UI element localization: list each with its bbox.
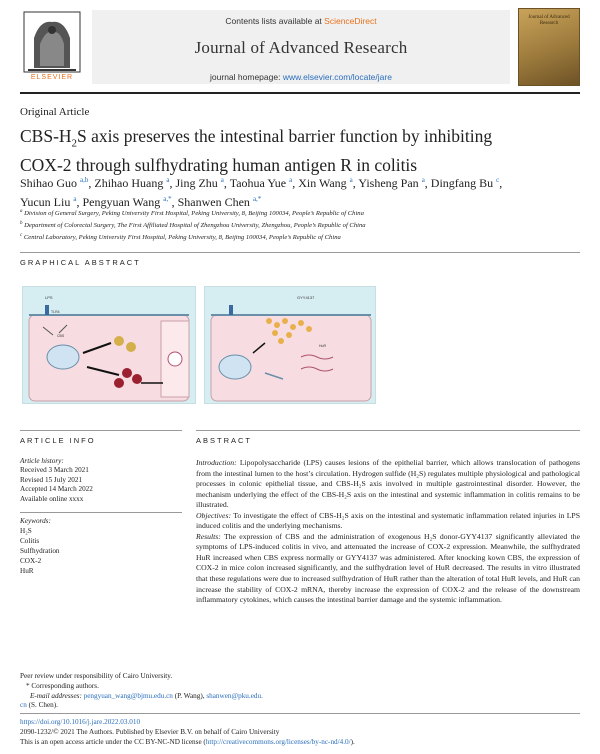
author[interactable]: Shanwen Chen $^{a,*}$ xyxy=(177,195,262,209)
email-continuation: cn (S. Chen). xyxy=(20,701,58,710)
graphical-abstract-left-figure xyxy=(23,287,197,405)
abstract-objectives: Objectives: To investigate the effect of CBS-H₂S axis on the intestinal and systematic inflammation related injuries in LPS induced colitis and the underlying mechanisms. xyxy=(196,510,580,531)
contents-prefix: Contents lists available at xyxy=(225,16,325,26)
author[interactable]: Pengyuan Wang $^{a,*}$ xyxy=(82,195,172,209)
issn-line: 2090-1232/© 2021 The Authors. Published by Elsevier B.V. on behalf of Cairo University xyxy=(20,728,280,736)
history-revised: Revised 15 July 2021 xyxy=(20,475,83,484)
article-info-rule xyxy=(20,430,182,431)
affiliation: $^c$ Central Laboratory, Peking University First Hospital, Peking University, 8, Beijing 100034, People’s Republic of China xyxy=(20,233,341,242)
affiliation: $^a$ Division of General Surgery, Peking University First Hospital, Peking University, 8, Beijing 100034, People’s Republic of China xyxy=(20,209,364,218)
article-history xyxy=(20,457,180,504)
article-info-heading: ARTICLE INFO xyxy=(20,436,96,445)
abstract-heading: ABSTRACT xyxy=(196,436,253,445)
abstract-results: Results: The expression of CBS and the administration of exogenous H₂S donor-GYY4137 significantly alleviated the symptoms of LPS-induced colitis in vivo, and attenuated the increase of COX-2 expression. Meanwhile, the sulfhydrated HuR increased when CBS express normally or GYY4137 was administered. After knocking kown CBS, the expression of COX-2 in mice colon increased significantly, and the sulfhydration level of HuR decreased. The results in vitro illustrated that these regulations were due to increased sulfhydration of HuR rather than the alteration of total HuR levels, and HuR can increase the stability of COX-2 mRNA, thereby increase the expression of COX-2 and the release of the downstream inflammatory cytokines, which causes the intestinal barrier damage and the systemic inflammation. xyxy=(196,531,580,605)
graphical-abstract-heading: GRAPHICAL ABSTRACT xyxy=(20,258,141,267)
title-part1: CBS-H xyxy=(20,126,72,146)
keywords-heading: Keywords: xyxy=(20,517,51,525)
history-received: Received 3 March 2021 xyxy=(20,466,89,475)
author[interactable]: Xin Wang $^a$ xyxy=(298,176,353,190)
author[interactable]: Shihao Guo $^{a,b}$ xyxy=(20,176,89,190)
article-title xyxy=(20,126,560,176)
footnotes xyxy=(20,672,580,711)
keyword: COX-2 xyxy=(20,557,42,565)
lps-label: LPS xyxy=(45,295,53,300)
article-type: Original Article xyxy=(20,106,90,118)
email-link[interactable]: shanwen@pku.edu. xyxy=(206,691,263,700)
abstract-rule xyxy=(196,430,580,431)
graphical-abstract-right-panel xyxy=(204,286,376,404)
author[interactable]: Jing Zhu $^a$ xyxy=(175,176,224,190)
email-link[interactable]: pengyuan_wang@bjmu.edu.cn xyxy=(83,691,173,700)
gyy-label: GYY4137 xyxy=(297,295,315,300)
cbs-label: CBS xyxy=(57,334,65,338)
title-part2: S axis preserves the intestinal barrier function by inhibiting xyxy=(77,126,493,146)
journal-banner xyxy=(92,10,510,84)
journal-title: Journal of Advanced Research xyxy=(194,38,408,57)
keyword: Colitis xyxy=(20,537,40,545)
keywords xyxy=(20,516,180,576)
footnote-rule xyxy=(20,713,580,714)
abstract-body xyxy=(196,458,580,606)
publisher-logo-text: ELSEVIER xyxy=(30,74,74,81)
journal-cover-image xyxy=(518,8,580,86)
keyword: Sulfhydration xyxy=(20,547,60,555)
hur-label: HuR xyxy=(319,344,327,348)
license-line: This is an open access article under the CC BY-NC-ND license (http://creativecommons.org/licenses/by-nc-nd/4.0/). xyxy=(20,738,355,746)
corresponding-note: * Corresponding authors. xyxy=(26,681,99,690)
author[interactable]: Zhihao Huang $^a$ xyxy=(94,176,170,190)
keyword: H₂S xyxy=(20,527,32,535)
header-rule xyxy=(20,92,580,94)
license-link[interactable]: http://creativecommons.org/licenses/by-nc-nd/4.0/ xyxy=(205,738,351,746)
graphical-abstract-rule xyxy=(20,252,580,253)
elsevier-logo xyxy=(20,8,84,86)
graphical-abstract-right-figure xyxy=(205,287,377,405)
homepage-prefix: journal homepage: xyxy=(210,72,283,82)
keyword: HuR xyxy=(20,567,34,575)
cover-title: Journal of Advanced Research xyxy=(528,15,570,26)
author[interactable]: Dingfang Bu $^c$ xyxy=(430,176,500,190)
journal-homepage xyxy=(92,72,510,82)
author[interactable]: Yucun Liu $^a$ xyxy=(20,195,77,209)
affiliation: $^b$ Department of Colorectal Surgery, The First Affiliated Hospital of Zhengzhou University, Zhengzhou, People’s Republic of China xyxy=(20,221,366,230)
history-accepted: Accepted 14 March 2022 xyxy=(20,485,93,494)
tlr4-label: TLR4 xyxy=(51,310,60,314)
author[interactable]: Yisheng Pan $^a$ xyxy=(358,176,425,190)
email-line: E-mail addresses: pengyuan_wang@bjmu.edu.cn (P. Wang), shanwen@pku.edu. xyxy=(30,691,263,700)
title-subscript: 2 xyxy=(71,137,78,150)
contents-list-line xyxy=(92,16,510,26)
sciencedirect-link[interactable]: ScienceDirect xyxy=(324,16,377,26)
journal-header xyxy=(20,6,580,94)
history-heading: Article history: xyxy=(20,457,64,465)
author[interactable]: Taohua Yue $^a$ xyxy=(229,176,293,190)
keywords-rule xyxy=(20,512,182,513)
author-list: Shihao Guo $^{a,b}$, Zhihao Huang $^a$, Jing Zhu $^a$, Taohua Yue $^a$, Xin Wang $^a$, Yisheng Pan $^a$, Dingfang Bu $^c$, Yucun Liu $^a$, Pengyuan Wang $^{a,*}$, Shanwen Chen $^{a,*}$ xyxy=(20,176,503,209)
affiliations xyxy=(20,207,580,244)
publication-info xyxy=(20,717,580,747)
homepage-link[interactable]: www.elsevier.com/locate/jare xyxy=(282,72,392,82)
peer-review-note: Peer review under responsibility of Cairo University. xyxy=(20,672,173,680)
graphical-abstract-left-panel xyxy=(22,286,196,404)
doi-link[interactable]: https://doi.org/10.1016/j.jare.2022.03.010 xyxy=(20,718,141,726)
title-line2: COX-2 through sulfhydrating human antigen R in colitis xyxy=(20,154,418,175)
email-link-cont[interactable]: cn xyxy=(20,701,27,710)
history-online: Available online xxxx xyxy=(20,494,84,503)
abstract-introduction: Introduction: Lipopolysaccharide (LPS) causes lesions of the epithelial barrier, which allows translocation of pathogens from the intestinal lumen to the host’s circulation. Hydrogen sulfide (H₂S) regulates multiple physiological and pathological processes in colonic epithelial tissue, and CBS-H₂S axis involved in multiple gastrointestinal disorder. However, the mechanism underlying the effect of the CBS-H₂S axis on the intestinal and systemic inflammation in colitis remains to be illustrated. xyxy=(196,458,581,510)
